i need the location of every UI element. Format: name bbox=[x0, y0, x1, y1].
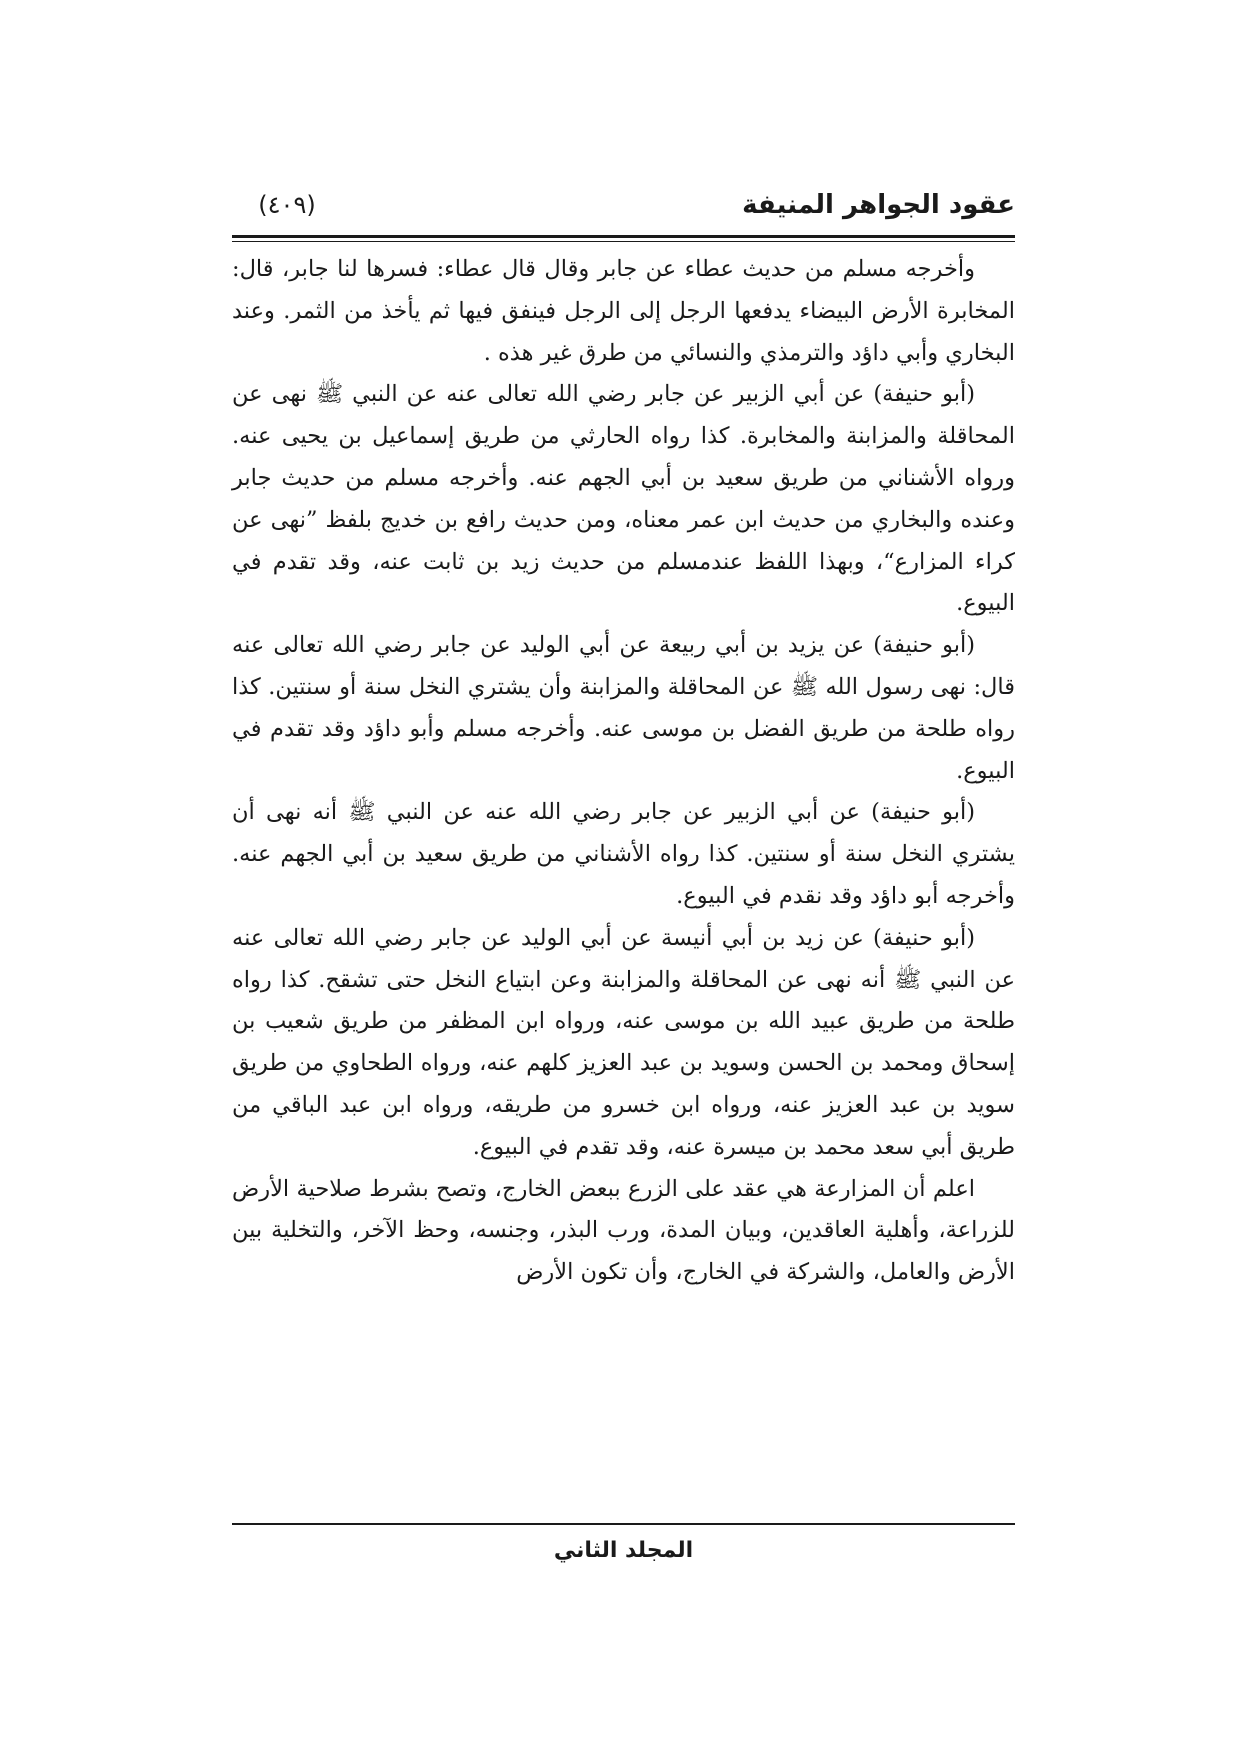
page-header bbox=[232, 185, 1015, 231]
footer-rule bbox=[232, 1523, 1015, 1525]
volume-label: المجلد الثاني bbox=[553, 1538, 694, 1563]
book-page bbox=[232, 185, 1015, 1605]
paragraph: (أبو حنيفة) عن يزيد بن أبي ربيعة عن أبي الوليد عن جابر رضي الله تعالى عنه قال: نهى رسول الله ﷺ عن المحاقلة والمزابنة وأن يشتري النخل سنة أو سنتين. كذا رواه طلحة من طريق الفضل بن موسى عنه. وأخرجه مسلم وأبو داؤد وقد تقدم في البيوع. bbox=[232, 632, 1015, 784]
paragraph: (أبو حنيفة) عن أبي الزبير عن جابر رضي الله عنه عن النبي ﷺ أنه نهى أن يشتري النخل سنة أو سنتين. كذا رواه الأشناني من طريق سعيد بن أبي الجهم عنه. وأخرجه أبو داؤد وقد نقدم في البيوع. bbox=[232, 799, 1015, 909]
paragraph: (أبو حنيفة) عن زيد بن أبي أنيسة عن أبي الوليد عن جابر رضي الله تعالى عنه عن النبي ﷺ أنه نهى عن المحاقلة والمزابنة وعن ابتياع النخل حتى تشقح. كذا رواه طلحة من طريق عبيد الله بن موسى عنه، ورواه ابن المظفر من طريق شعيب بن إسحاق ومحمد بن الحسن وسويد بن عبد العزيز كلهم عنه، ورواه الطحاوي من طريق سويد بن عبد العزيز عنه، ورواه ابن خسرو من طريقه، ورواه ابن عبد الباقي من طريق أبي سعد محمد بن ميسرة عنه، وقد تقدم في البيوع. bbox=[232, 924, 1015, 1160]
paragraph: وأخرجه مسلم من حديث عطاء عن جابر وقال قال عطاء: فسرها لنا جابر، قال: المخابرة الأرض البيضاء يدفعها الرجل إلى الرجل فينفق فيها ثم يأخذ من الثمر. وعند البخاري وأبي داؤد والترمذي والنسائي من طرق غير هذه . bbox=[232, 256, 1015, 366]
header-rule-thin bbox=[232, 241, 1015, 242]
book-title: عقود الجواهر المنيفة bbox=[742, 190, 1015, 220]
paragraph: (أبو حنيفة) عن أبي الزبير عن جابر رضي الله تعالى عنه عن النبي ﷺ نهى عن المحاقلة والمزابنة والمخابرة. كذا رواه الحارثي من طريق إسماعيل بن يحيى عنه. ورواه الأشناني من طريق سعيد بن أبي الجهم عنه. وأخرجه مسلم من حديث جابر وعنده والبخاري من حديث ابن عمر معناه، ومن حديث رافع بن خديج بلفظ ”نهى عن كراء المزارع“، وبهذا اللفظ عندمسلم من حديث زيد بن ثابت عنه، وقد تقدم في البيوع. bbox=[232, 381, 1015, 617]
paragraph: اعلم أن المزارعة هي عقد على الزرع ببعض الخارج، وتصح بشرط صلاحية الأرض للزراعة، وأهلية العاقدين، وبيان المدة، ورب البذر، وجنسه، وحظ الآخر، والتخلية بين الأرض والعامل، والشركة في الخارج، وأن تكون الأرض bbox=[232, 1175, 1015, 1286]
body-text bbox=[232, 249, 1015, 1294]
header-rule-thick bbox=[232, 235, 1015, 238]
page-number: (٤٠٩) bbox=[258, 191, 316, 219]
